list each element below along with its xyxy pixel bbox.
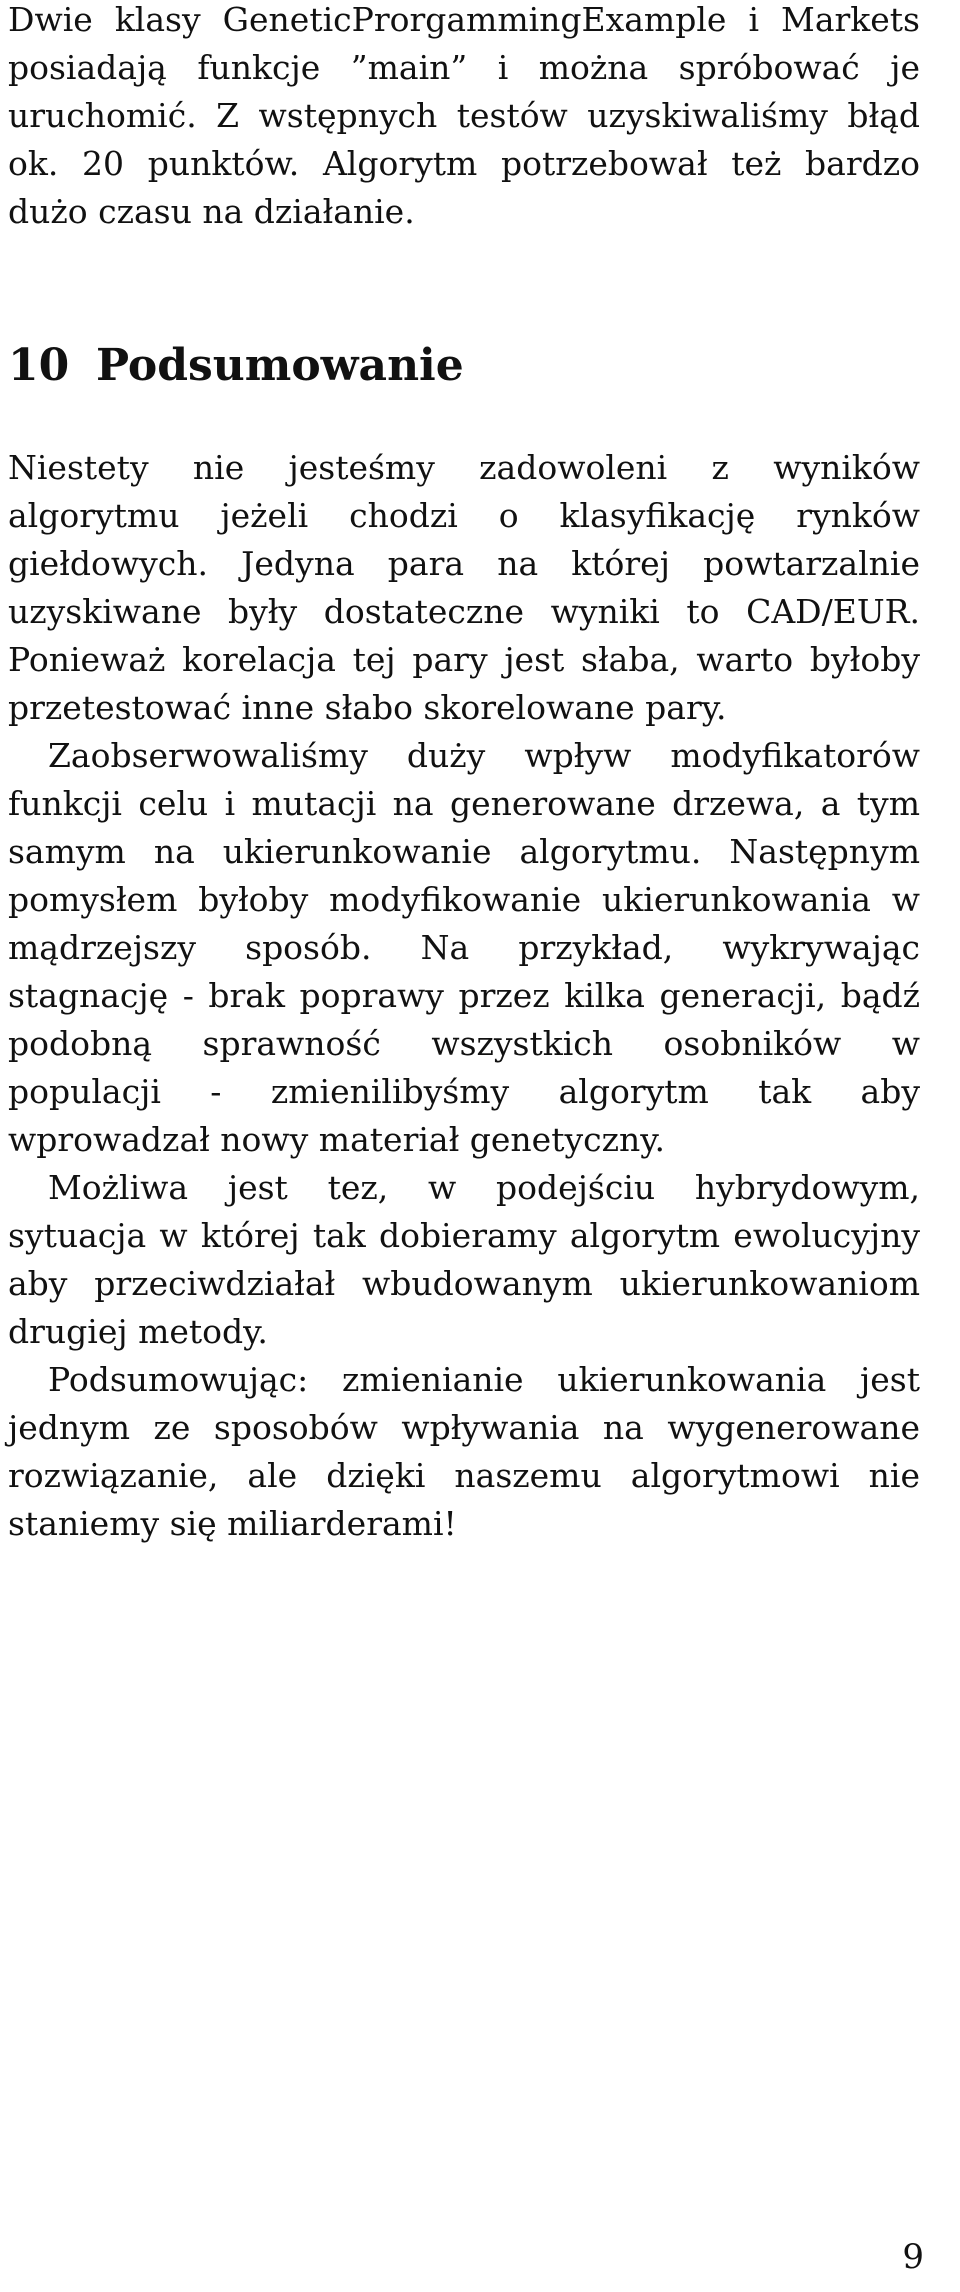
- intro-block: [8, 0, 920, 236]
- section-body: [8, 444, 920, 1548]
- paragraph-summary: Podsumowując: zmienianie ukierunkowania jest jednym ze sposobów wpływania na wygenerowane rozwiązanie, ale dzięki naszemu algorytmowi nie staniemy się miliarderami!: [8, 1360, 920, 1543]
- paragraph-results: Niestety nie jesteśmy zadowoleni z wyników algorytmu jeżeli chodzi o klasyfikację rynków giełdowych. Jedyna para na której powtarzalnie uzyskiwane były dostateczne wyniki to CAD/EUR. Ponieważ korelacja tej pary jest słaba, warto byłoby przetestować inne słabo skorelowane pary.: [8, 448, 920, 727]
- paragraph-modifiers: Zaobserwowaliśmy duży wpływ modyfikatorów funkcji celu i mutacji na generowane drzewa, a tym samym na ukierunkowanie algorytmu. Następnym pomysłem byłoby modyfikowanie ukierunkowania w mądrzejszy sposób. Na przykład, wykrywając stagnację - brak poprawy przez kilka generacji, bądź podobną sprawność wszystkich osobników w populacji - zmienilibyśmy algorytm tak aby wprowadzał nowy materiał genetyczny.: [8, 736, 920, 1159]
- page-number: 9: [902, 2237, 924, 2277]
- section-heading: [8, 336, 920, 396]
- section-number: 10: [8, 340, 70, 391]
- section-title: Podsumowanie: [96, 340, 464, 391]
- intro-paragraph: Dwie klasy GeneticProrgammingExample i Markets posiadają funkcje ”main” i można spróbować je uruchomić. Z wstępnych testów uzyskiwaliśmy błąd ok. 20 punktów. Algorytm potrzebował też bardzo dużo czasu na działanie.: [8, 0, 920, 231]
- paragraph-hybrid: Możliwa jest tez, w podejściu hybrydowym, sytuacja w której tak dobieramy algorytm ewolucyjny aby przeciwdziałał wbudowanym ukierunkowaniom drugiej metody.: [8, 1168, 920, 1351]
